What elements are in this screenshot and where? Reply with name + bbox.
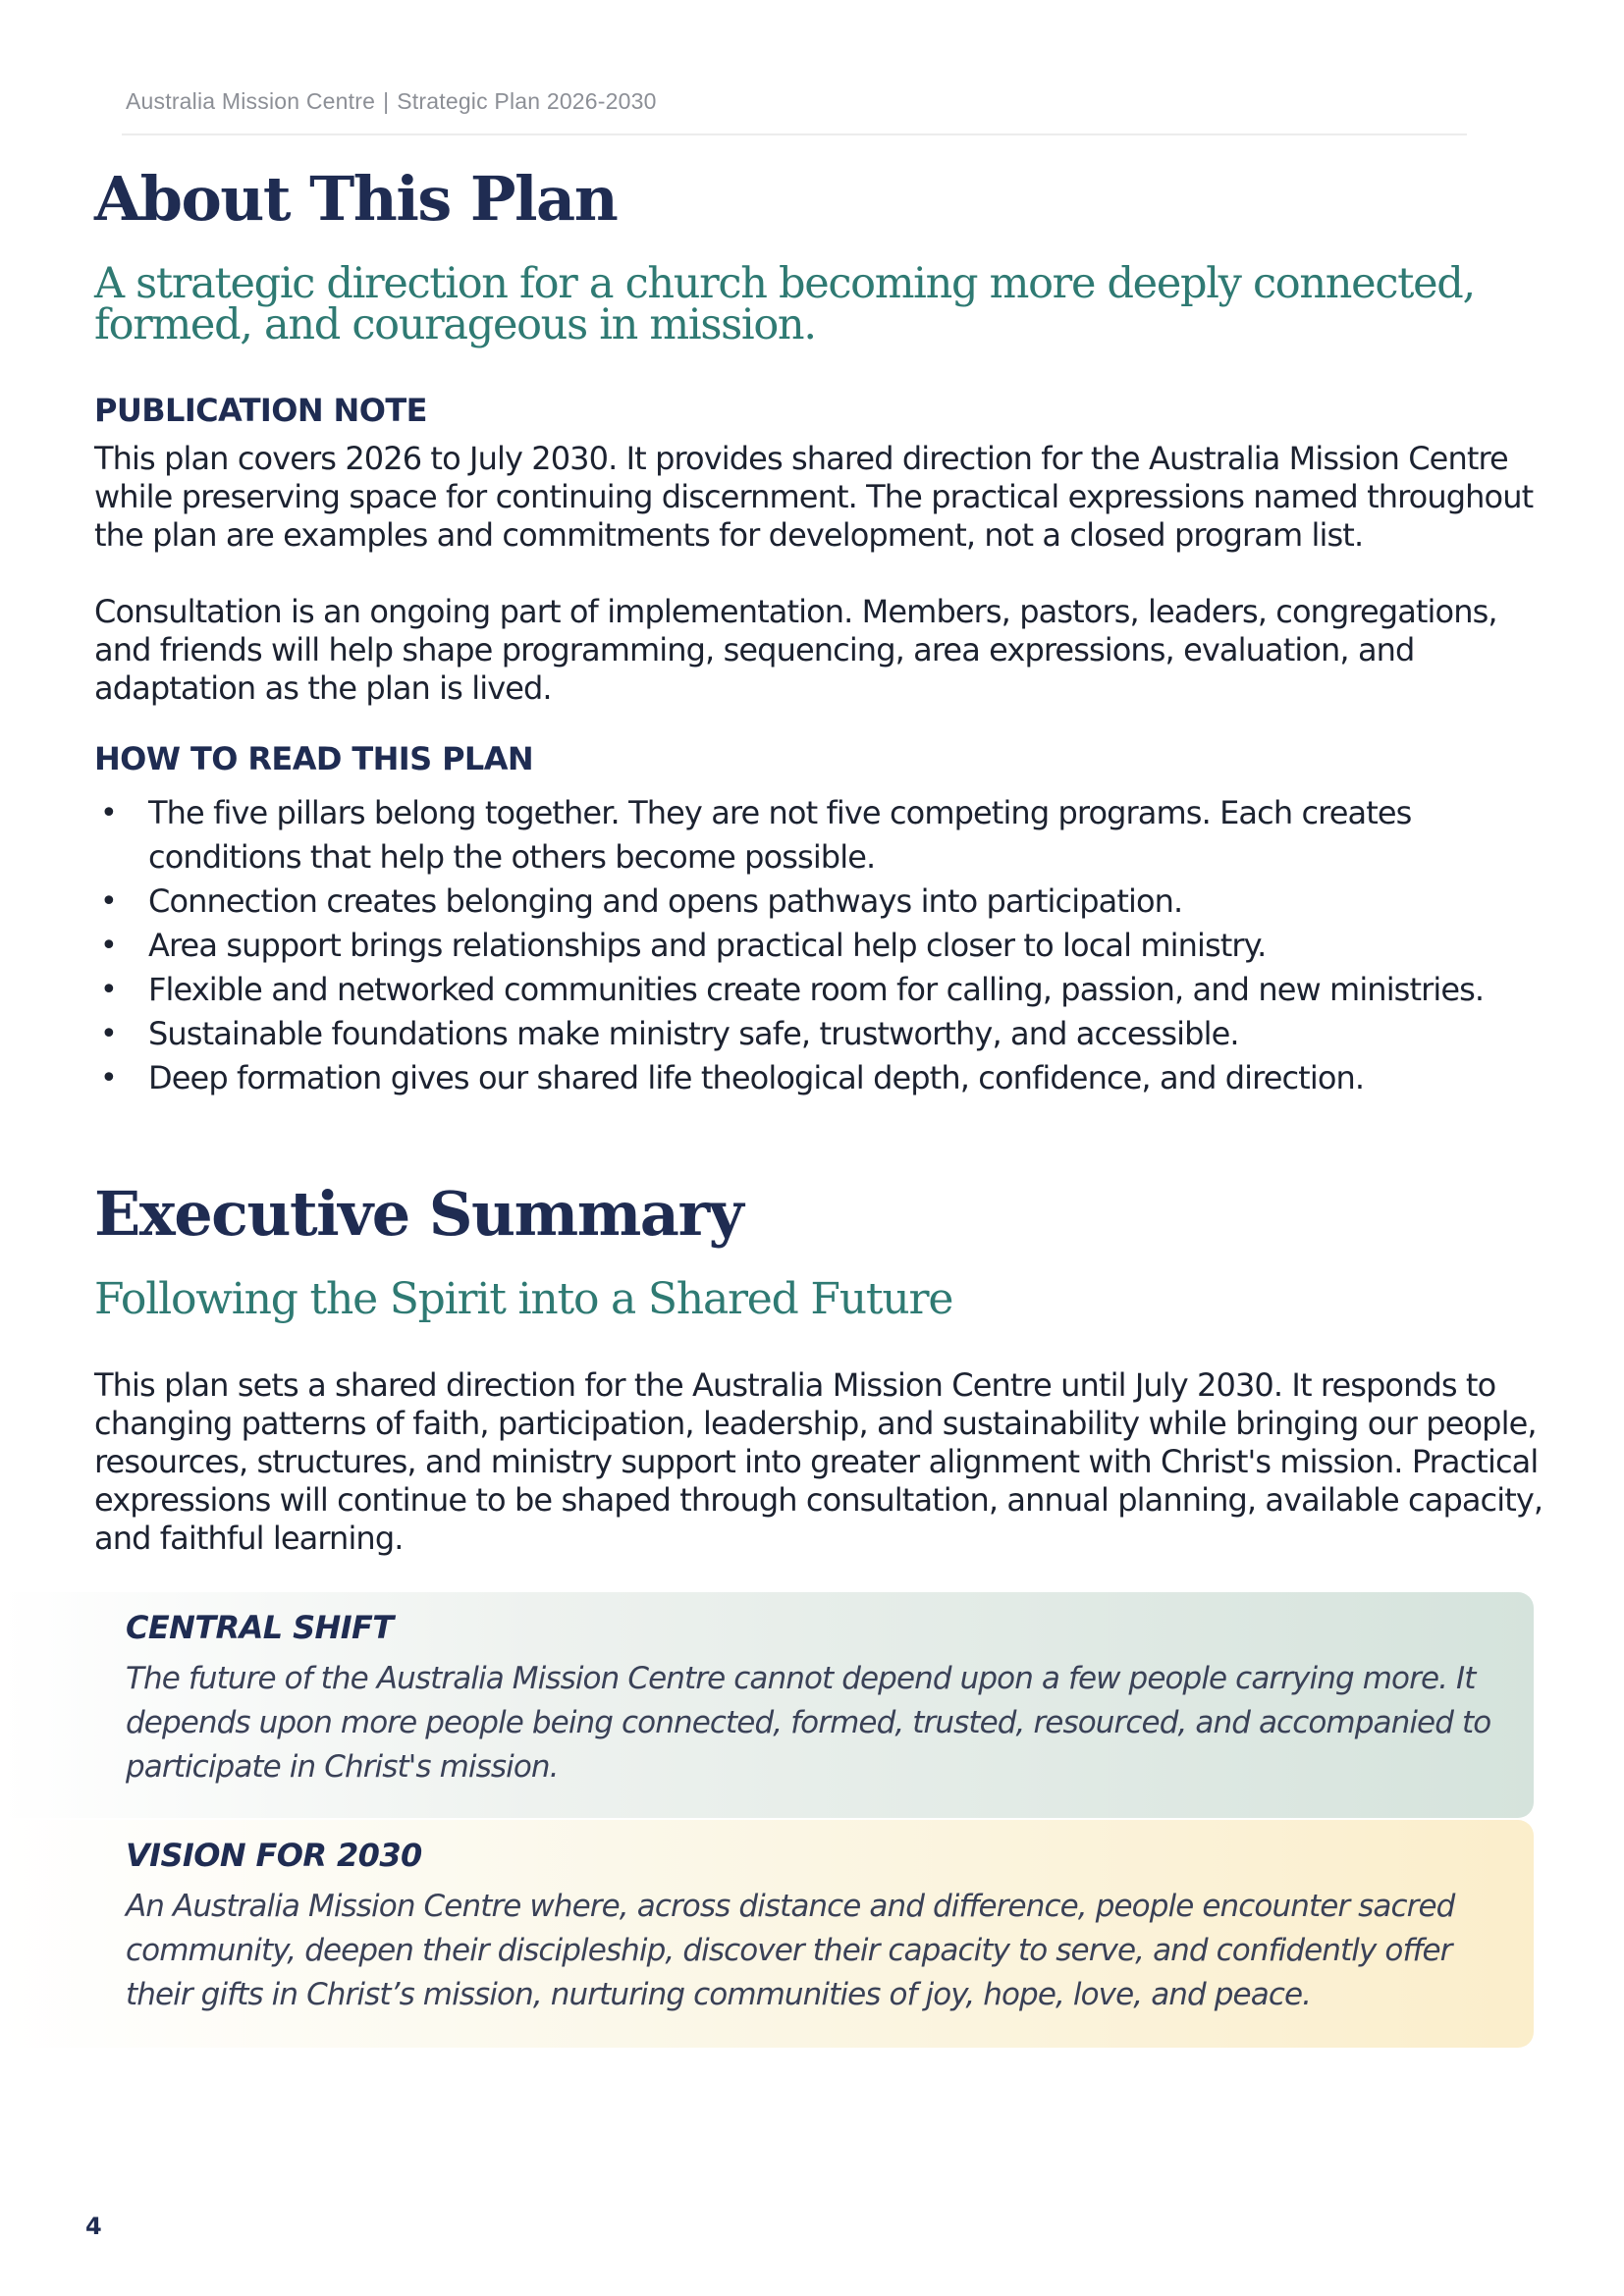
how-to-read-list — [94, 791, 1498, 1100]
executive-summary-subtitle: Following the Spirit into a Shared Future — [94, 1274, 953, 1324]
list-item — [94, 924, 1498, 968]
bullet-icon: • — [100, 1061, 117, 1095]
bullet-icon: • — [100, 1017, 117, 1051]
list-item-text: The five pillars belong together. They are not five competing programs. Each creates conditions that help the others become possible. — [148, 794, 1412, 876]
list-item-text: Deep formation gives our shared life theological depth, confidence, and direction. — [148, 1059, 1365, 1096]
list-item — [94, 1056, 1498, 1100]
vision-text: An Australia Mission Centre where, across distance and difference, people encounter sacred community, deepen their discipleship, discover their capacity to serve, and confidently offer their gifts in Christ’s mission, nurturing communities of joy, hope, love, and peace. — [126, 1889, 1455, 2012]
header-document-title: Strategic Plan 2026-2030 — [397, 88, 657, 114]
page-number: 4 — [85, 2213, 102, 2240]
how-to-read-label: HOW TO READ THIS PLAN — [94, 740, 534, 777]
publication-note-paragraph-1: This plan covers 2026 to July 2030. It provides shared direction for the Australia Mission Centre while preserving space for continuing discernment. The practical expressions named throughout the plan are examples and commitments for development, not a closed program list. — [94, 440, 1534, 554]
list-item-text: Connection creates belonging and opens pathways into participation. — [148, 882, 1183, 920]
bullet-icon: • — [100, 884, 117, 919]
list-item-text: Area support brings relationships and practical help closer to local ministry. — [148, 927, 1267, 964]
list-item-text: Flexible and networked communities create room for calling, passion, and new ministries. — [148, 971, 1485, 1008]
vision-callout — [0, 1820, 1534, 2048]
bullet-icon: • — [100, 796, 117, 830]
central-shift-text: The future of the Australia Mission Centre cannot depend upon a few people carrying more. It depends upon more people being connected, formed, trusted, resourced, and accompanied to participate in Christ's mission. — [126, 1661, 1491, 1785]
publication-note-paragraph-2: Consultation is an ongoing part of implementation. Members, pastors, leaders, congregations, and friends will help shape programming, sequencing, area expressions, evaluation, and adaptation as the plan is lived. — [94, 593, 1497, 707]
executive-summary-title: Executive Summary — [94, 1178, 743, 1250]
executive-summary-body: This plan sets a shared direction for the Australia Mission Centre until July 2030. It responds to changing patterns of faith, participation, leadership, and sustainability while bringing our people, resources, structures, and ministry support into greater alignment with Christ's mission. Practical expressions will continue to be shaped through consultation, annual planning, available capacity, and faithful learning. — [94, 1366, 1543, 1557]
header-separator: | — [383, 88, 390, 114]
about-tagline: A strategic direction for a church becoming more deeply connected, formed, and courageous in mission. — [94, 259, 1475, 349]
list-item-text: Sustainable foundations make ministry safe, trustworthy, and accessible. — [148, 1015, 1239, 1052]
list-item — [94, 968, 1498, 1012]
bullet-icon: • — [100, 929, 117, 963]
publication-note-label: PUBLICATION NOTE — [94, 392, 427, 429]
bullet-icon: • — [100, 973, 117, 1007]
central-shift-callout — [0, 1592, 1534, 1818]
vision-label: VISION FOR 2030 — [126, 1837, 422, 1874]
header-organisation: Australia Mission Centre — [126, 88, 376, 114]
list-item — [94, 880, 1498, 924]
running-header — [126, 88, 657, 115]
list-item — [94, 1012, 1498, 1056]
header-divider — [122, 133, 1467, 135]
about-title: About This Plan — [94, 163, 618, 235]
list-item — [94, 791, 1498, 880]
central-shift-label: CENTRAL SHIFT — [126, 1609, 394, 1646]
